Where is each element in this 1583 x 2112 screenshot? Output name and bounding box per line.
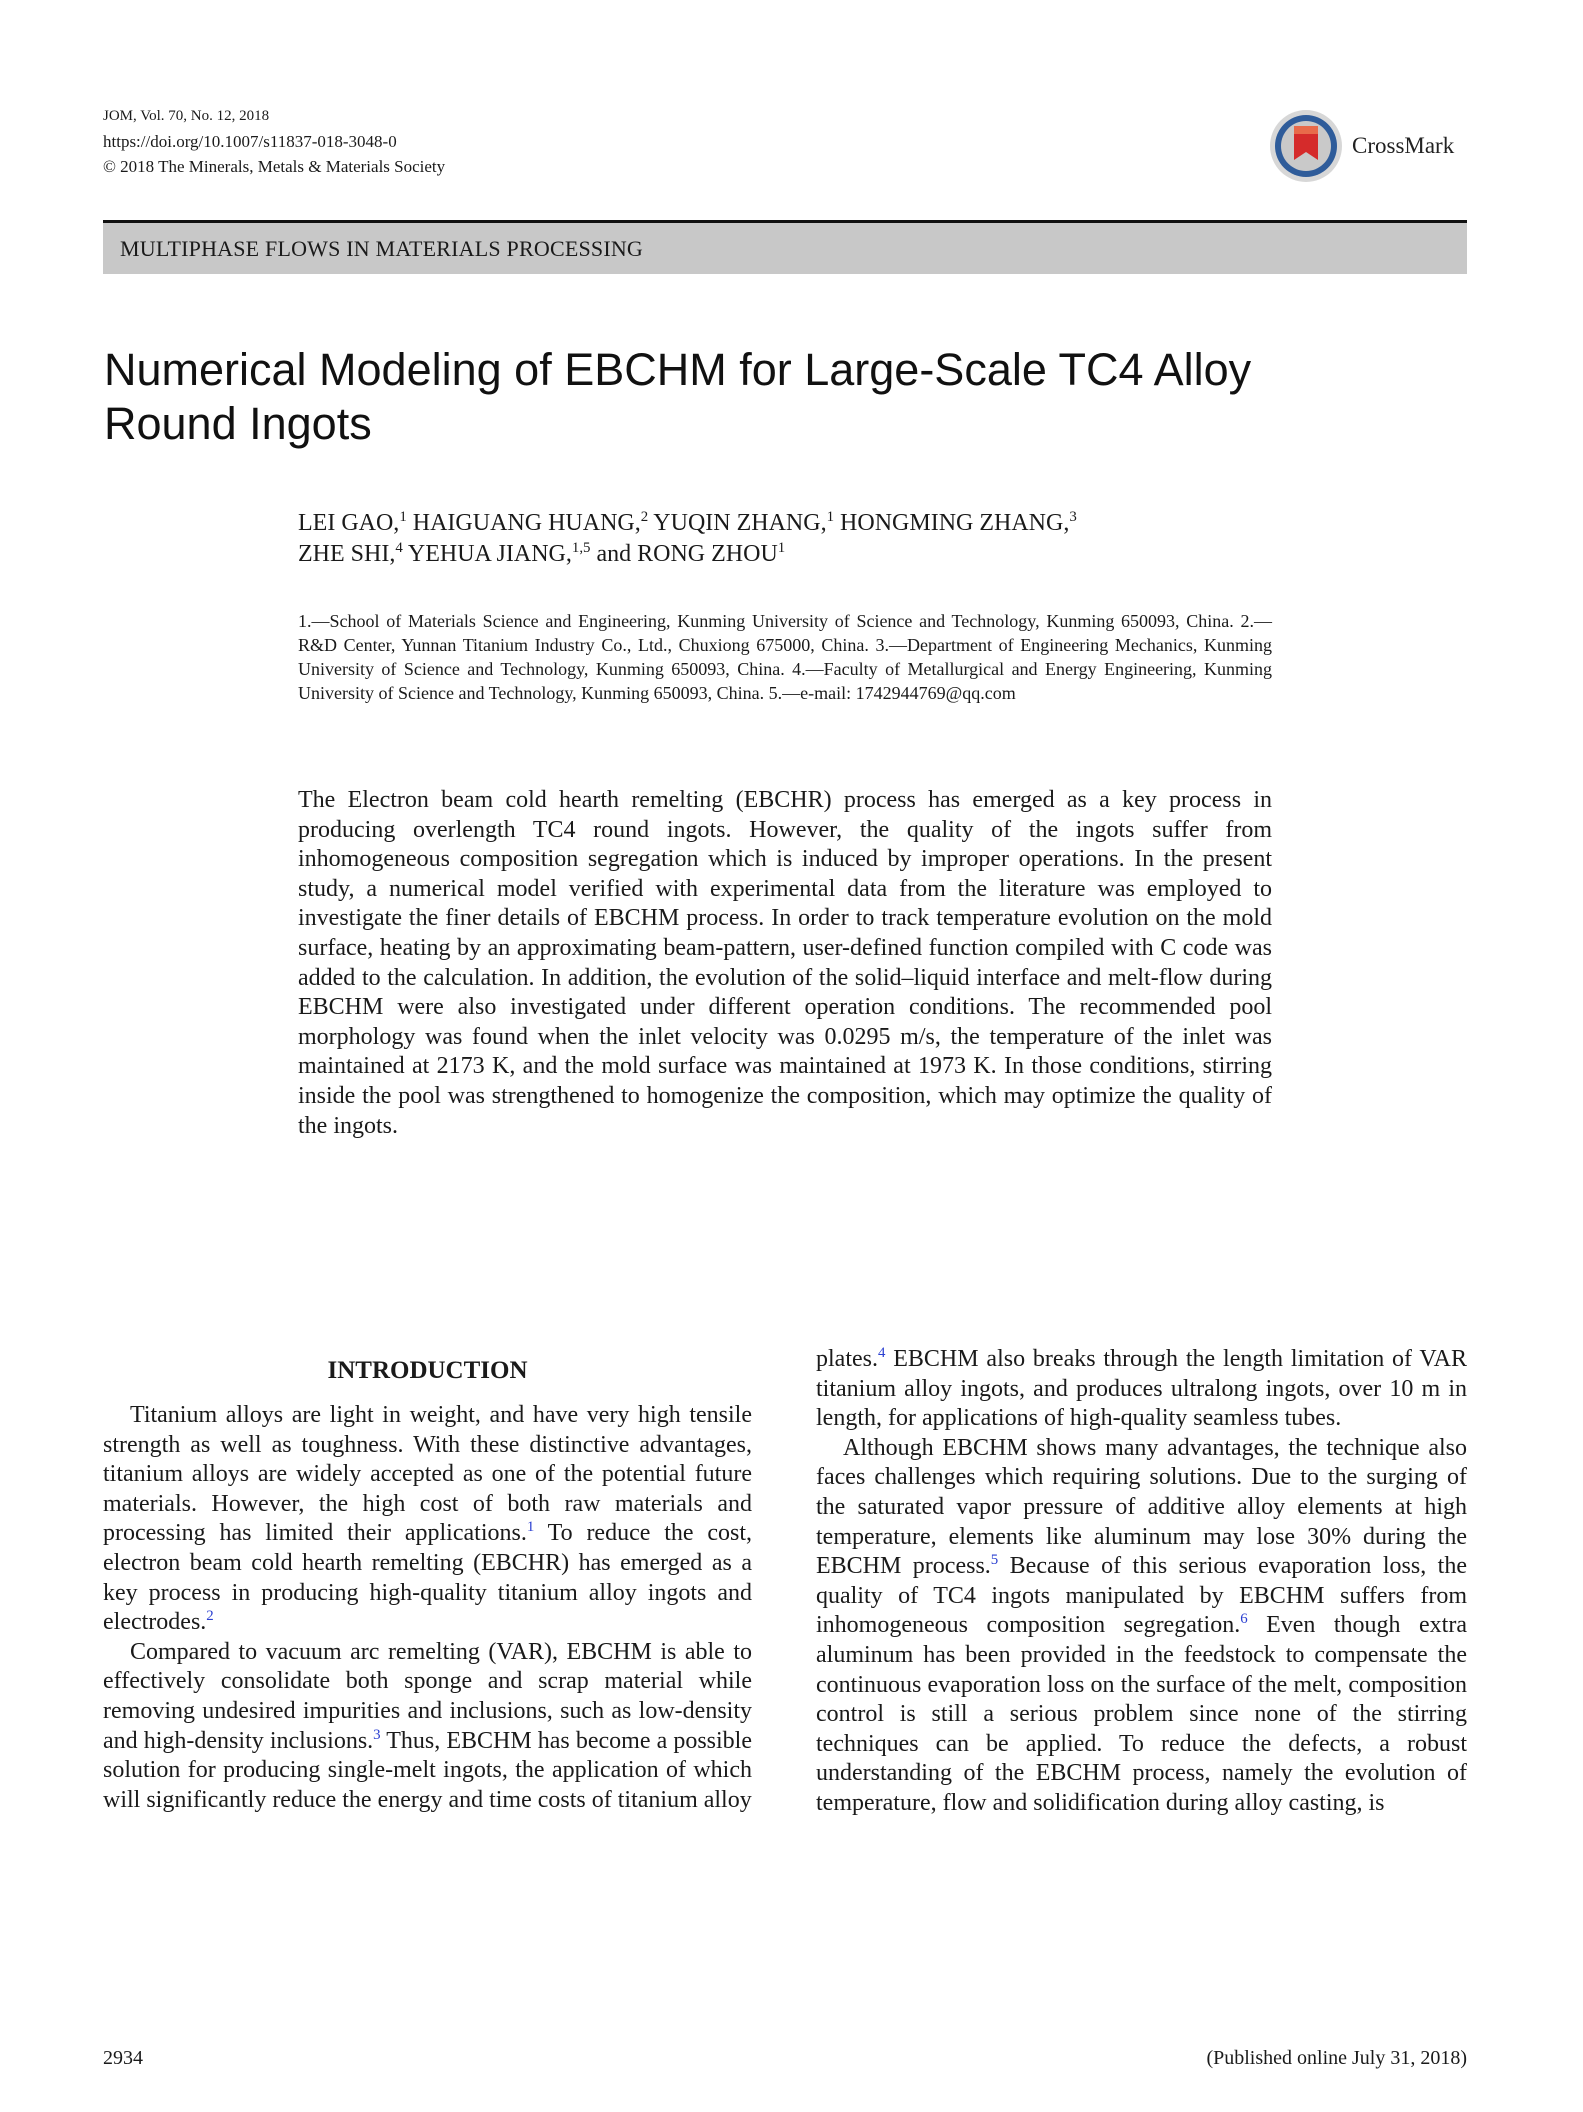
paragraph-text: To reduce the cost, electron beam cold hearth remelting (EBCHR) has emerged as a key process in producing high-quality titanium alloy ingots and electrodes. bbox=[103, 1520, 752, 1636]
body-column-right bbox=[816, 1345, 1467, 1819]
crossmark-icon bbox=[1268, 108, 1344, 184]
paragraph-text: EBCHM also breaks through the length limitation of VAR titanium alloy ingots, and produces ultralong ingots, over 10 m in length, for applications of high-quality seamless tubes. bbox=[816, 1346, 1467, 1432]
section-banner: MULTIPHASE FLOWS IN MATERIALS PROCESSING bbox=[103, 220, 1467, 274]
author-line-1 bbox=[298, 508, 1278, 539]
title-line-2: Round Ingots bbox=[104, 398, 372, 449]
author-name: YUQIN ZHANG, bbox=[653, 510, 827, 536]
journal-citation: JOM, Vol. 70, No. 12, 2018 bbox=[103, 108, 270, 124]
affiliations: 1.—School of Materials Science and Engineering, Kunming University of Science and Technology, Kunming 650093, China. 2.—R&D Center, Yunnan Titanium Industry Co., Ltd., Chuxiong 675000, China. 3.—Department of Engineering Mechanics, Kunming University of Science and Technology, Kunming 650093, China. 4.—Faculty of Metallurgical and Energy Engineering, Kunming University of Science and Technology, Kunming 650093, China. 5.—e-mail: 1742944769@qq.com bbox=[298, 611, 1272, 703]
author-affiliation: 2 bbox=[640, 509, 649, 525]
citation-link[interactable]: 4 bbox=[877, 1345, 886, 1361]
author-affiliation: 4 bbox=[395, 540, 403, 556]
citation-link[interactable]: 6 bbox=[1240, 1611, 1248, 1628]
paragraph-text: Titanium alloys are light in weight, and have very high tensile strength as well as toughness. With these distinctive advantages, titanium alloys are widely accepted as one of the potential future materials. However, the high cost of both raw materials and processing has limited their applications. bbox=[103, 1402, 752, 1547]
author-affiliation: 1 bbox=[777, 540, 786, 556]
body-column-left bbox=[103, 1401, 752, 1815]
copyright: © 2018 The Minerals, Metals & Materials Society bbox=[103, 157, 446, 176]
journal-info bbox=[103, 104, 445, 179]
paragraph bbox=[816, 1345, 1467, 1434]
paragraph bbox=[103, 1638, 752, 1816]
paragraph bbox=[816, 1434, 1467, 1819]
author-affiliation: 1 bbox=[826, 509, 835, 525]
paragraph bbox=[103, 1401, 752, 1638]
citation-link[interactable]: 3 bbox=[373, 1726, 381, 1743]
abstract: The Electron beam cold hearth remelting (EBCHR) process has emerged as a key process in producing overlength TC4 round ingots. However, the quality of the ingots suffer from inhomogeneous composition segregation which is induced by improper operations. In the present study, a numerical model verified with experimental data from the literature was employed to investigate the finer details of EBCHM process. In order to track temperature evolution on the mold surface, heating by an approximating beam-pattern, user-defined function compiled with C code was added to the calculation. In addition, the evolution of the solid–liquid interface and melt-flow during EBCHM were also investigated under different operation conditions. The recommended pool morphology was found when the inlet velocity was 0.0295 m/s, the temperature of the inlet was maintained at 2173 K, and the mold surface was maintained at 1973 K. In those conditions, stirring inside the pool was strengthened to homogenize the composition, which may optimize the quality of the ingots. bbox=[298, 787, 1272, 1139]
crossmark-label: CrossMark bbox=[1352, 133, 1455, 158]
author-name: HONGMING ZHANG, bbox=[840, 510, 1070, 536]
author-affiliation: 3 bbox=[1069, 509, 1077, 525]
paragraph-text: Compared to vacuum arc remelting (VAR), EBCHM is able to effectively consolidate both sponge and scrap material while removing undesired impurities and inclusions, such as low-density and high-density inclusions. bbox=[103, 1638, 752, 1754]
citation-link[interactable]: 2 bbox=[206, 1608, 214, 1625]
doi-link[interactable]: https://doi.org/10.1007/s11837-018-3048-0 bbox=[103, 132, 397, 151]
author-name: LEI GAO, bbox=[298, 510, 400, 536]
page-number: 2934 bbox=[103, 2047, 143, 2069]
article-title bbox=[104, 343, 1444, 451]
author-name: RONG ZHOU bbox=[637, 541, 778, 567]
author-affiliation: 1,5 bbox=[571, 540, 591, 556]
author-conjunction: and bbox=[596, 541, 632, 567]
author-name: ZHE SHI, bbox=[298, 541, 396, 567]
paragraph-text: Because of this serious evaporation loss, the quality of TC4 ingots manipulated by EBCHM suffers from inhomogeneous composition segregation. bbox=[816, 1553, 1467, 1639]
author-line-2 bbox=[298, 539, 1278, 570]
author-affiliation: 1 bbox=[399, 509, 407, 525]
paragraph-text: Thus, EBCHM has become a possible solution for producing single-melt ingots, the application of which will significantly reduce the energy and time costs of titanium alloy bbox=[103, 1727, 752, 1813]
citation-link[interactable]: 5 bbox=[990, 1552, 999, 1569]
author-name: HAIGUANG HUANG, bbox=[412, 510, 641, 536]
paragraph-text: plates. bbox=[816, 1346, 878, 1372]
section-heading-introduction: INTRODUCTION bbox=[327, 1357, 528, 1384]
author-list bbox=[298, 508, 1278, 570]
paragraph-text: Even though extra aluminum has been provided in the feedstock to compensate the continuous evaporation loss on the surface of the melt, composition control is still a serious problem since none of the stirring techniques can be applied. To reduce the defects, a robust understanding of the EBCHM process, namely the evolution of temperature, flow and solidification during alloy casting, is bbox=[816, 1612, 1467, 1816]
author-name: YEHUA JIANG, bbox=[407, 541, 572, 567]
crossmark-badge[interactable] bbox=[1268, 108, 1454, 184]
paragraph-text: Although EBCHM shows many advantages, the technique also faces challenges which requiring solutions. Due to the surging of the saturated vapor pressure of additive alloy elements at high temperature, elements like aluminum may lose 30% during the EBCHM process. bbox=[816, 1434, 1467, 1580]
title-line-1: Numerical Modeling of EBCHM for Large-Scale TC4 Alloy bbox=[104, 344, 1252, 395]
published-date: (Published online July 31, 2018) bbox=[1206, 2047, 1467, 2069]
citation-link[interactable]: 1 bbox=[526, 1519, 535, 1536]
